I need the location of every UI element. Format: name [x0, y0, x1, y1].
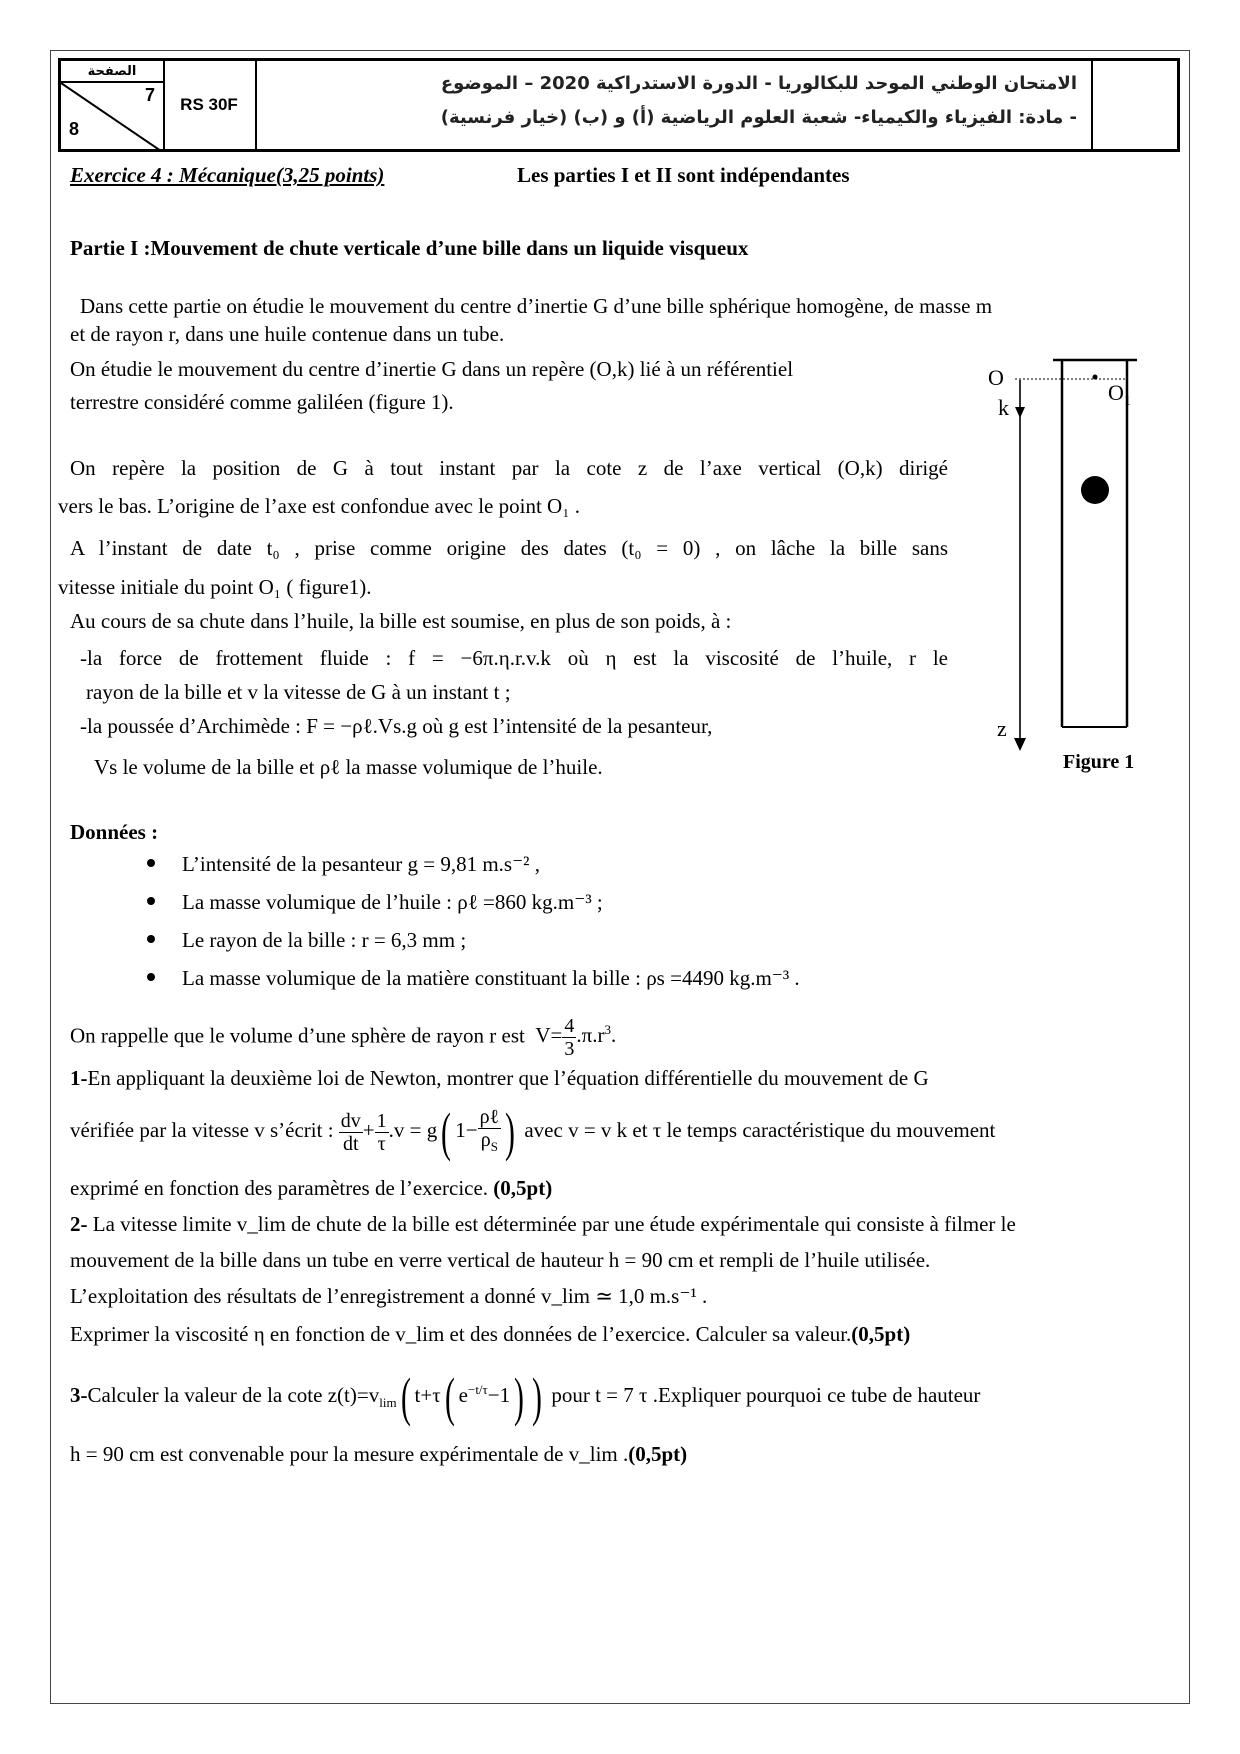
page-number-cell	[61, 61, 165, 149]
question-1-number: 1-	[70, 1066, 88, 1090]
sphere-volume-formula: V= $\frac{4}{3}$ $.\pi.r^3$.	[530, 1015, 617, 1060]
question-3-points: (0,5pt)	[628, 1442, 688, 1466]
exam-title-line1: الامتحان الوطني الموحد للبكالوريا - الدورة الاستدراكية 2020 – الموضوع	[440, 73, 1077, 94]
question-1-line1: 1-En appliquant la deuxième loi de Newton, montrer que l’équation différentielle du mouvement de G	[70, 1066, 929, 1090]
bullet-icon	[147, 935, 155, 943]
page-total: 8	[69, 119, 80, 139]
data-item-ball-density: La masse volumique de la matière constituant la bille : ρs =4490 kg.m⁻³ .	[182, 966, 800, 990]
question-1-lead: vérifiée par la vitesse v s’écrit :	[70, 1118, 334, 1142]
paragraph-6b: rayon de la bille et v la vitesse de G à un instant t ;	[86, 680, 511, 704]
figure-label-o1: O₁	[1108, 380, 1132, 405]
bullet-icon	[147, 859, 155, 867]
z-axis-arrow-icon	[1014, 738, 1026, 751]
question-3-line2: h = 90 cm est convenable pour la mesure expérimentale de v_lim .(0,5pt)	[70, 1442, 688, 1466]
bullet-icon	[147, 973, 155, 981]
part1-title: Partie I :Mouvement de chute verticale d’une bille dans un liquide visqueux	[70, 236, 749, 260]
paragraph-7: -la poussée d’Archimède : F = −ρℓ.Vs.g où g est l’intensité de la pesanteur,	[80, 714, 713, 738]
paragraph-3a: On repère la position de G à tout instant par la cote z de l’axe vertical (O,k) dirigé	[70, 456, 948, 480]
question-1-line2	[70, 1100, 995, 1170]
exam-title	[255, 61, 1093, 149]
paragraph-2a: On étudie le mouvement du centre d’inertie G dans un repère (O,k) lié à un référentiel	[70, 357, 794, 381]
paragraph-4a: A l’instant de date t₀ , prise comme origine des dates (t₀ = 0) , on lâche la bille sans	[70, 536, 948, 560]
figure-label-o: O	[988, 365, 1004, 390]
question-3-number: 3-	[70, 1383, 88, 1407]
exam-code: RS 30F	[163, 61, 257, 149]
page-current: 7	[144, 85, 155, 105]
question-2-line3: L’exploitation des résultats de l’enregistrement a donné v_lim ≃ 1,0 m.s⁻¹ .	[70, 1284, 708, 1308]
data-title: Données :	[70, 820, 159, 844]
paragraph-4b: vitesse initiale du point O₁ ( figure1).	[58, 575, 372, 599]
question-1-points: (0,5pt)	[493, 1176, 553, 1200]
figure-caption: Figure 1	[1063, 751, 1135, 773]
question-2-line2: mouvement de la bille dans un tube en verre vertical de hauteur h = 90 cm et rempli de l’huile utilisée.	[70, 1248, 931, 1272]
paragraph-2b: terrestre considéré comme galiléen (figure 1).	[70, 390, 454, 414]
question-2-line4: Exprimer la viscosité η en fonction de v_lim et des données de l’exercice. Calculer sa valeur.(0,5pt)	[70, 1322, 911, 1346]
paragraph-5: Au cours de sa chute dans l’huile, la bille est soumise, en plus de son poids, à :	[70, 609, 732, 633]
paragraph-8: Vs le volume de la bille et ρℓ la masse volumique de l’huile.	[94, 755, 603, 779]
figure-label-z: z	[997, 716, 1007, 741]
position-formula: $z(t)=v_{lim}$( t+τ( $e^{-t/\tau}-1$) )	[327, 1367, 543, 1428]
ball-icon	[1081, 476, 1109, 504]
bullet-icon	[147, 897, 155, 905]
exercise-note: Les parties I et II sont indépendantes	[517, 163, 850, 187]
question-2-line1: 2- La vitesse limite v_lim de chute de la bille est déterminée par une étude expérimentale qui consiste à filmer le	[70, 1212, 1016, 1236]
paragraph-6a: -la force de frottement fluide : f = −6π.η.r.v.k où η est la viscosité de l’huile, r le	[80, 646, 948, 670]
question-1-tail: avec v = v k et τ le temps caractéristique du mouvement	[524, 1118, 996, 1142]
question-1-line3: exprimé en fonction des paramètres de l’exercice. (0,5pt)	[70, 1176, 553, 1200]
data-item-oil-density: La masse volumique de l’huile : ρℓ =860 kg.m⁻³ ;	[182, 890, 603, 914]
data-item-gravity: L’intensité de la pesanteur g = 9,81 m.s⁻² ,	[182, 852, 540, 876]
point-o1-marker	[1093, 375, 1098, 380]
question-2-number: 2-	[70, 1212, 88, 1236]
page-label: الصفحة	[61, 63, 163, 83]
data-item-radius: Le rayon de la bille : r = 6,3 mm ;	[182, 928, 467, 952]
exercise-title: Exercice 4 : Mécanique(3,25 points)	[70, 163, 385, 187]
paragraph-1b: et de rayon r, dans une huile contenue dans un tube.	[70, 322, 505, 346]
paragraph-1a: Dans cette partie on étudie le mouvement du centre d’inertie G d’une bille sphérique homogène, de masse m	[80, 294, 993, 318]
k-vector-arrow-icon	[1015, 407, 1025, 418]
exam-header	[58, 58, 1180, 152]
exam-title-line2: - مادة: الفيزياء والكيمياء- شعبة العلوم الرياضية (أ) و (ب) (خيار فرنسية)	[440, 107, 1077, 128]
sphere-volume-recall	[70, 1015, 616, 1060]
question-3-line1: 3-Calculer la valeur de la cote $z(t)=v_{lim}$( t+τ( $e^{-t/\tau}-1$) ) pour t = 7 τ .Expliquer pourquoi ce tube de hauteur	[70, 1367, 981, 1428]
sphere-volume-text: On rappelle que le volume d’une sphère de rayon r est	[70, 1023, 525, 1048]
figure-label-k: k	[998, 395, 1009, 420]
header-blank-cell	[1091, 61, 1179, 149]
differential-equation: $\frac{dv}{dt}$ + $\frac{1}{\tau}$ .v = g( 1− $\frac{\text{ρℓ}}{\rho_S}$ )	[340, 1102, 516, 1163]
question-2-points: (0,5pt)	[851, 1322, 911, 1346]
paragraph-3b: vers le bas. L’origine de l’axe est confondue avec le point O₁ .	[58, 494, 581, 518]
